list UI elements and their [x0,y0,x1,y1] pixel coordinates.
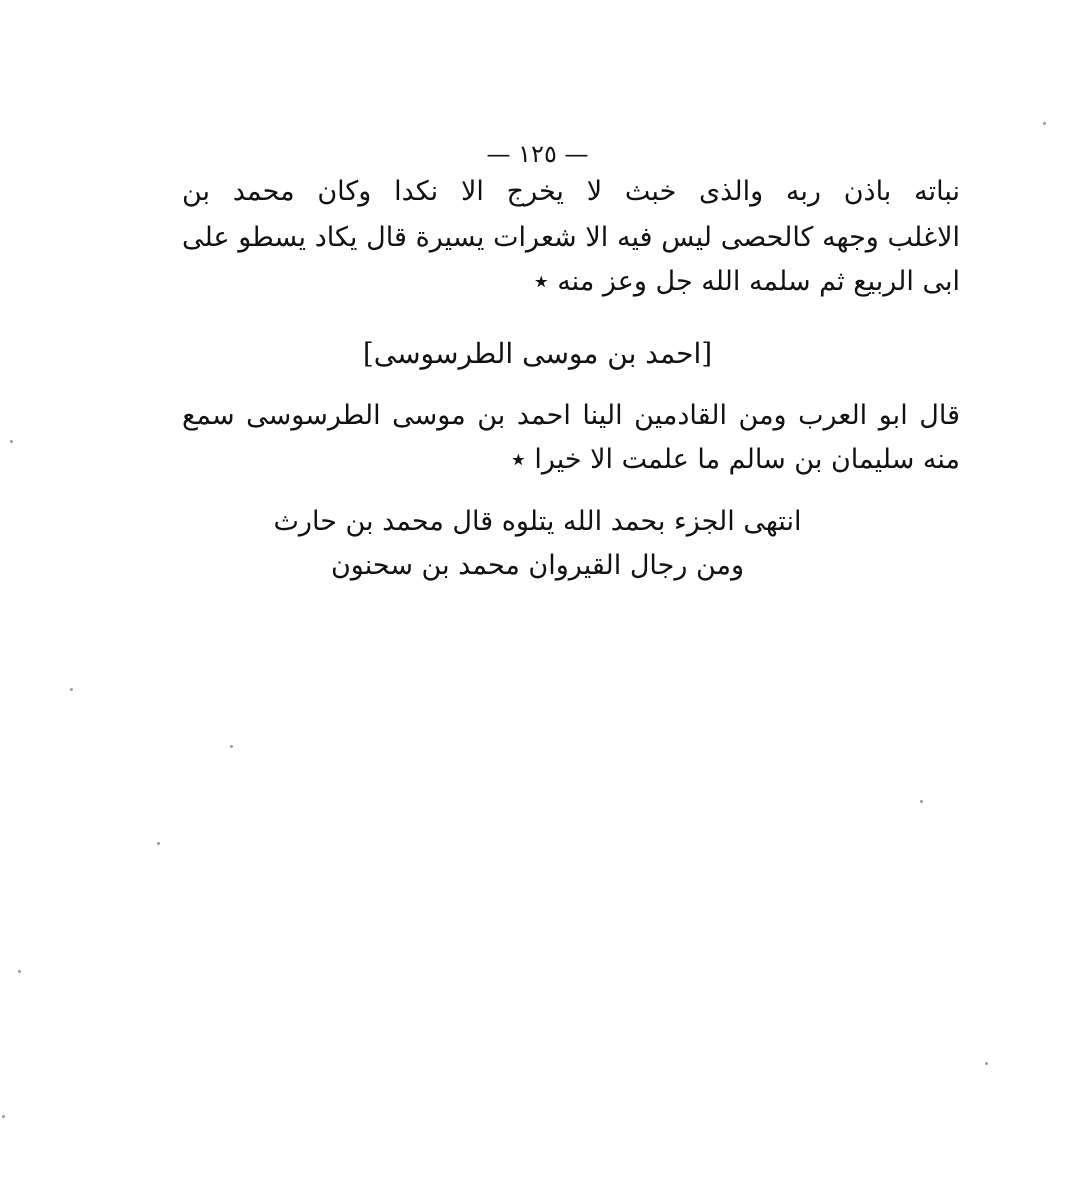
scan-speck [230,745,233,748]
paragraph-2-line-1: قال ابو العرب ومن القادمين الينا احمد بن موسى الطرسوسى سمع [182,400,960,431]
colophon-line-2: ومن رجال القيروان محمد بن سحنون [330,550,745,581]
paragraph-2-line-2: منه سليمان بن سالم ما علمت الا خيرا ٭ [511,444,960,475]
scan-speck [985,1062,988,1065]
scan-speck [920,800,923,803]
scan-speck [2,1115,5,1118]
scan-speck [1043,122,1046,125]
paragraph-1-line-1: نباته باذن ربه والذى خبث لا يخرج الا نكدا وكان محمد بن [182,176,960,207]
colophon-line-1: انتهى الجزء بحمد الله يتلوه قال محمد بن حارث [273,506,802,537]
scan-speck [70,688,73,691]
scan-speck [10,440,13,443]
section-heading: [احمد بن موسى الطرسوسى] [362,337,713,370]
scan-speck [157,842,160,845]
scan-speck [18,970,21,973]
page-number: — ١٢٥ — [486,140,589,168]
paragraph-1-line-3: ابى الربيع ثم سلمه الله جل وعز منه ٭ [533,266,960,297]
paragraph-1-line-2: الاغلب وجهه كالحصى ليس فيه الا شعرات يسيرة قال يكاد يسطو على [182,222,960,253]
